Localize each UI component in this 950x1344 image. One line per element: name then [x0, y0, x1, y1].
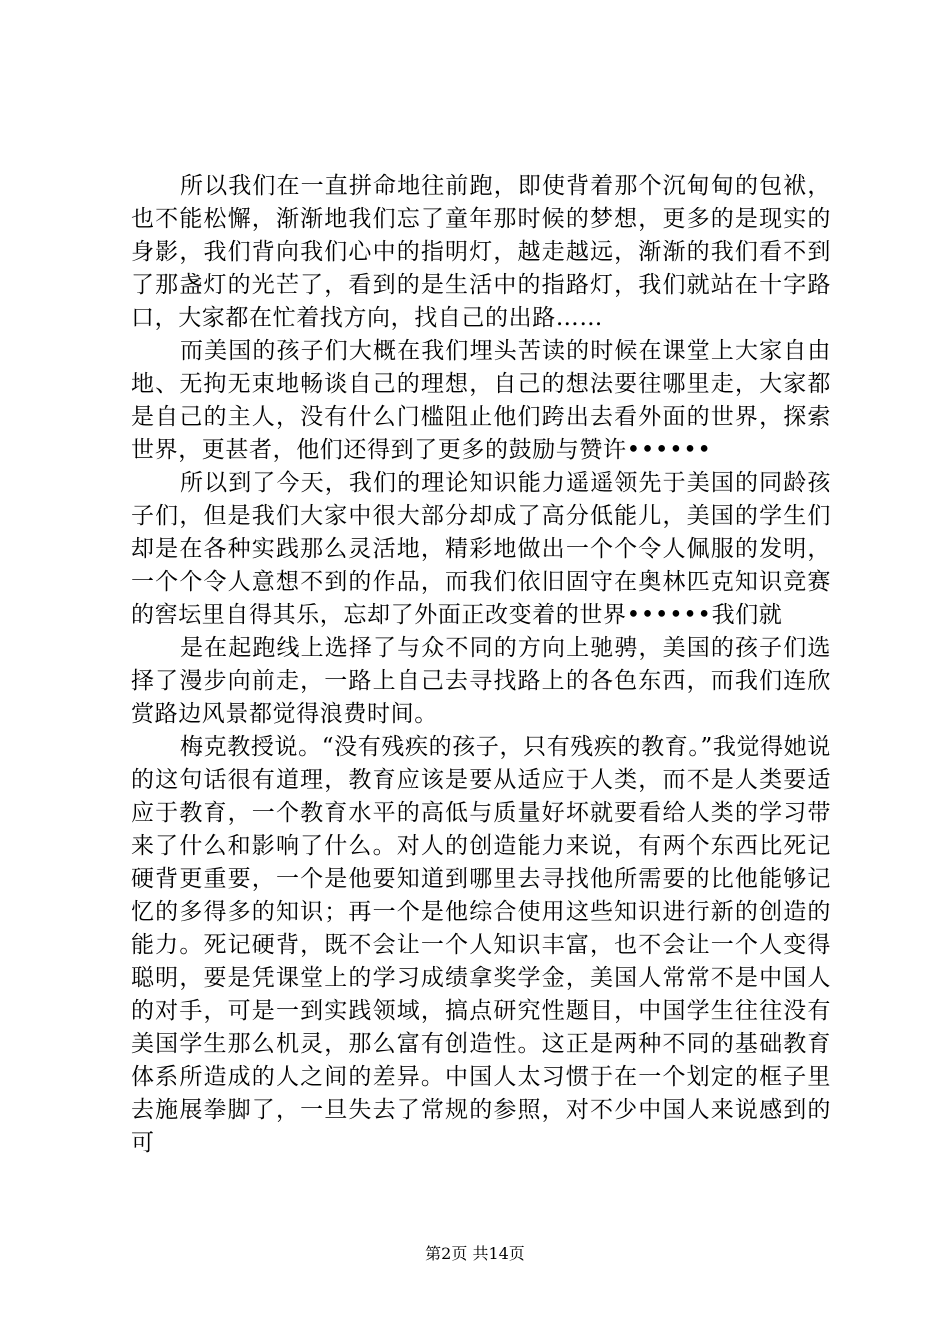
paragraph-3: 所以到了今天，我们的理论知识能力遥遥领先于美国的同龄孩子们，但是我们大家中很大部分却成了高分低能儿，美国的学生们却是在各种实践那么灵活地，精彩地做出一个个令人佩服的发明，一个个令人意想不到的作品，而我们依旧固守在奥林匹克知识竞赛的窖坛里自得其乐，忘却了外面正改变着的世界••••••我们就 [131, 470, 831, 628]
paragraph-1: 所以我们在一直拼命地往前跑，即使背着那个沉甸甸的包袱，也不能松懈，渐渐地我们忘了童年那时候的梦想，更多的是现实的身影，我们背向我们心中的指明灯，越走越远，渐渐的我们看不到了那盏灯的光芒了，看到的是生活中的指路灯，我们就站在十字路口，大家都在忙着找方向，找自己的出路…… [131, 173, 831, 331]
page-number-footer: 第2页 共14页 [425, 1244, 525, 1263]
paragraph-2: 而美国的孩子们大概在我们埋头苦读的时候在课堂上大家自由地、无拘无束地畅谈自己的理想，自己的想法要往哪里走，大家都是自己的主人，没有什么门槛阻止他们跨出去看外面的世界，探索世界，更甚者，他们还得到了更多的鼓励与赞许•••••• [131, 338, 831, 463]
body-text [131, 170, 831, 1160]
paragraph-4: 是在起跑线上选择了与众不同的方向上驰骋，美国的孩子们选择了漫步向前走，一路上自己去寻找路上的各色东西，而我们连欣赏路边风景都觉得浪费时间。 [131, 635, 831, 727]
paragraph-5: 梅克教授说。“没有残疾的孩子，只有残疾的教育。”我觉得她说的这句话很有道理，教育应该是要从适应于人类，而不是人类要适应于教育，一个教育水平的高低与质量好坏就要看给人类的学习带来了什么和影响了什么。对人的创造能力来说，有两个东西比死记硬背更重要，一个是他要知道到哪里去寻找他所需要的比他能够记忆的多得多的知识；再一个是他综合使用这些知识进行新的创造的能力。死记硬背，既不会让一个人知识丰富，也不会让一个人变得聪明，要是凭课堂上的学习成绩拿奖学金，美国人常常不是中国人的对手，可是一到实践领域，搞点研究性题目，中国学生往往没有美国学生那么机灵，那么富有创造性。这正是两种不同的基础教育体系所造成的人之间的差异。中国人太习惯于在一个划定的框子里去施展拳脚了，一旦失去了常规的参照，对不少中国人来说感到的可 [131, 734, 831, 1156]
